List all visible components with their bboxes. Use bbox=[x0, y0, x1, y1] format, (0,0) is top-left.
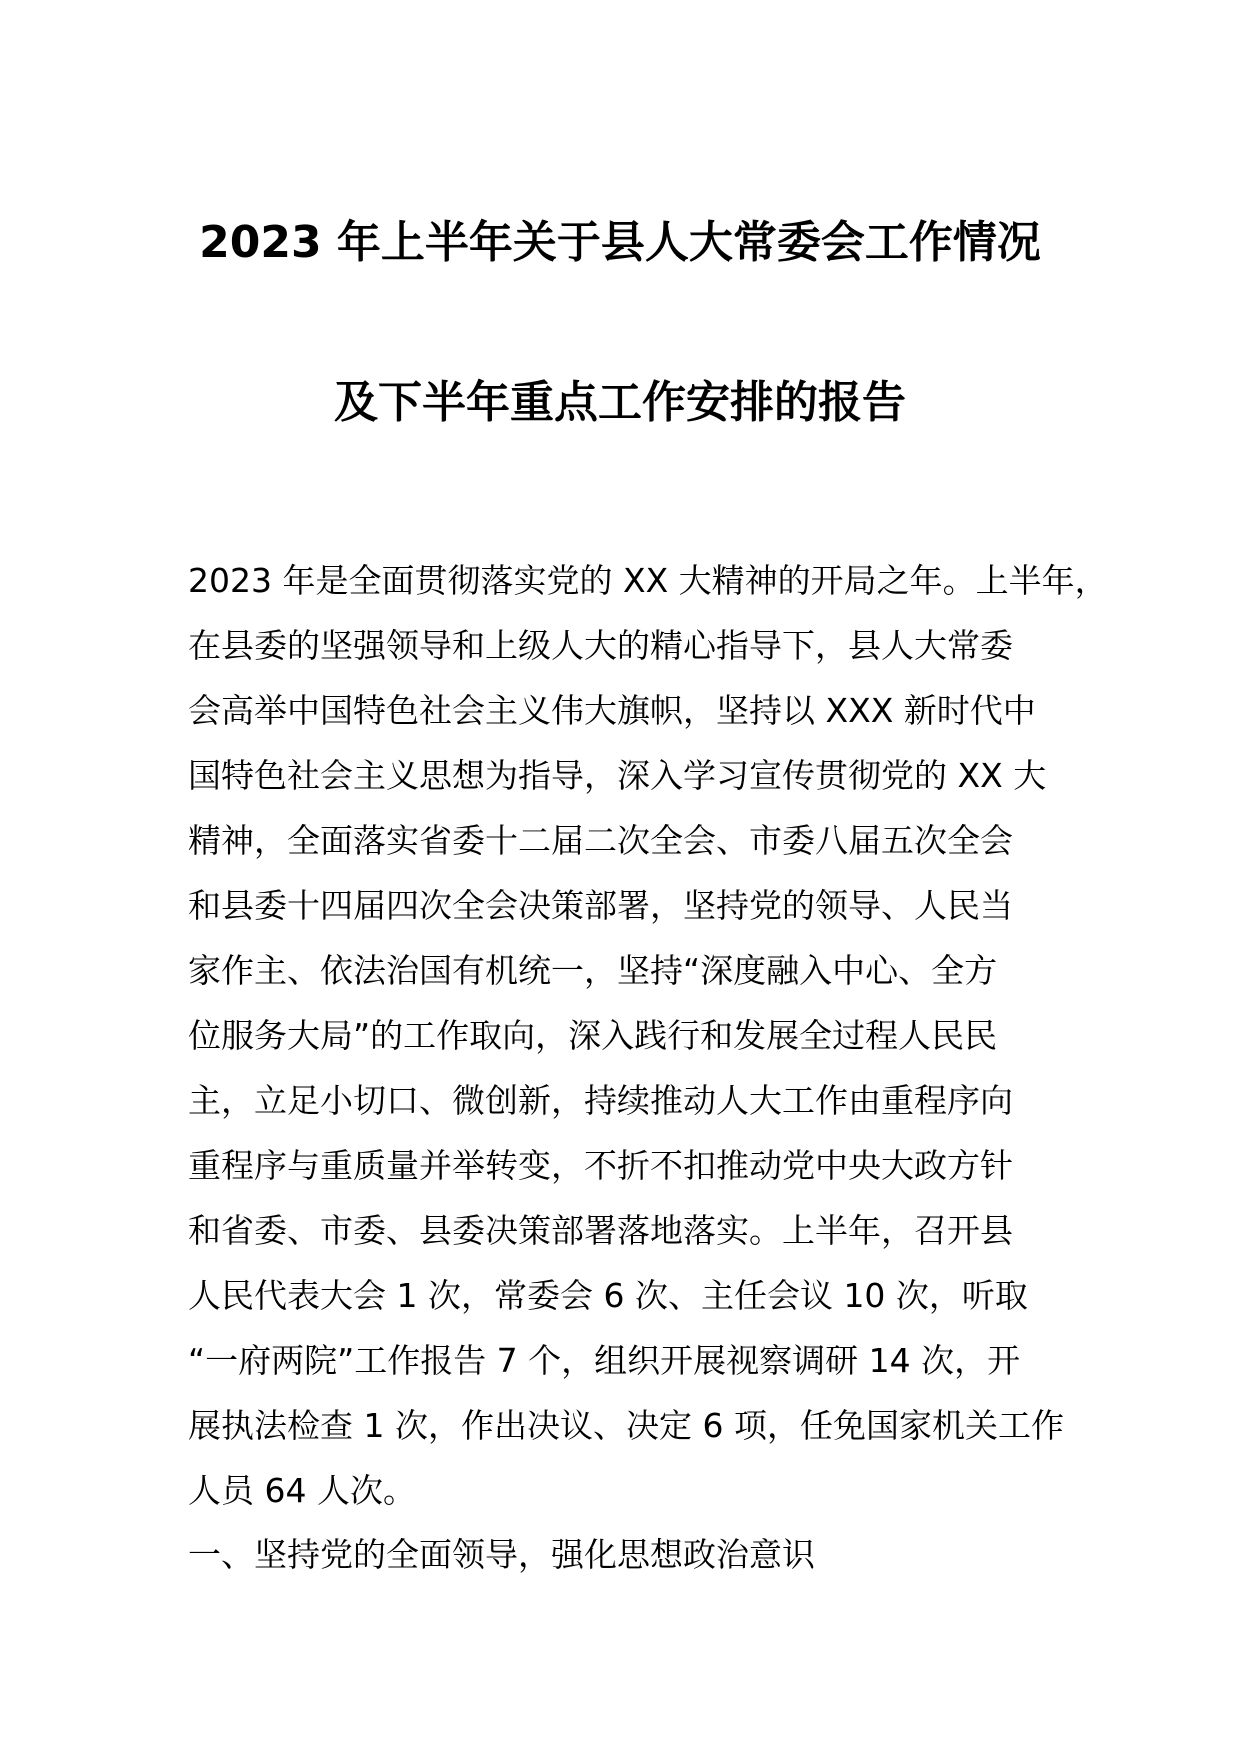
section-heading: 一、坚持党的全面领导，强化思想政治意识 bbox=[188, 1535, 815, 1574]
paragraph-line: 在县委的坚强领导和上级人大的精心指导下，县人大常委 bbox=[188, 626, 1013, 665]
paragraph-line: 位服务大局”的工作取向，深入践行和发展全过程人民民 bbox=[188, 1016, 998, 1055]
paragraph-line: “一府两院”工作报告 7 个，组织开展视察调研 14 次，开 bbox=[188, 1341, 1021, 1380]
paragraph-line: 和县委十四届四次全会决策部署，坚持党的领导、人民当 bbox=[188, 886, 1013, 925]
paragraph-line: 2023 年是全面贯彻落实党的 XX 大精神的开局之年。上半年， bbox=[188, 561, 1108, 600]
intro-paragraph bbox=[188, 548, 1108, 1523]
paragraph-line: 国特色社会主义思想为指导，深入学习宣传贯彻党的 XX 大 bbox=[188, 756, 1047, 795]
paragraph-line: 主，立足小切口、微创新，持续推动人大工作由重程序向 bbox=[188, 1081, 1013, 1120]
paragraph-line: 人员 64 人次。 bbox=[188, 1471, 416, 1510]
paragraph-line: 重程序与重质量并举转变，不折不扣推动党中央大政方针 bbox=[188, 1146, 1013, 1185]
paragraph-line: 展执法检查 1 次，作出决议、决定 6 项，任免国家机关工作 bbox=[188, 1406, 1064, 1445]
paragraph-line: 人民代表大会 1 次，常委会 6 次、主任会议 10 次，听取 bbox=[188, 1276, 1028, 1315]
paragraph-line: 家作主、依法治国有机统一，坚持“深度融入中心、全方 bbox=[188, 951, 998, 990]
paragraph-line: 精神，全面落实省委十二届二次全会、市委八届五次全会 bbox=[188, 821, 1013, 860]
paragraph-line: 和省委、市委、县委决策部署落地落实。上半年，召开县 bbox=[188, 1211, 1013, 1250]
paragraph-line: 会高举中国特色社会主义伟大旗帜，坚持以 XXX 新时代中 bbox=[188, 691, 1036, 730]
document-title-line-1: 2023 年上半年关于县人大常委会工作情况 bbox=[199, 217, 1041, 268]
document-title-line-2: 及下半年重点工作安排的报告 bbox=[334, 377, 906, 428]
